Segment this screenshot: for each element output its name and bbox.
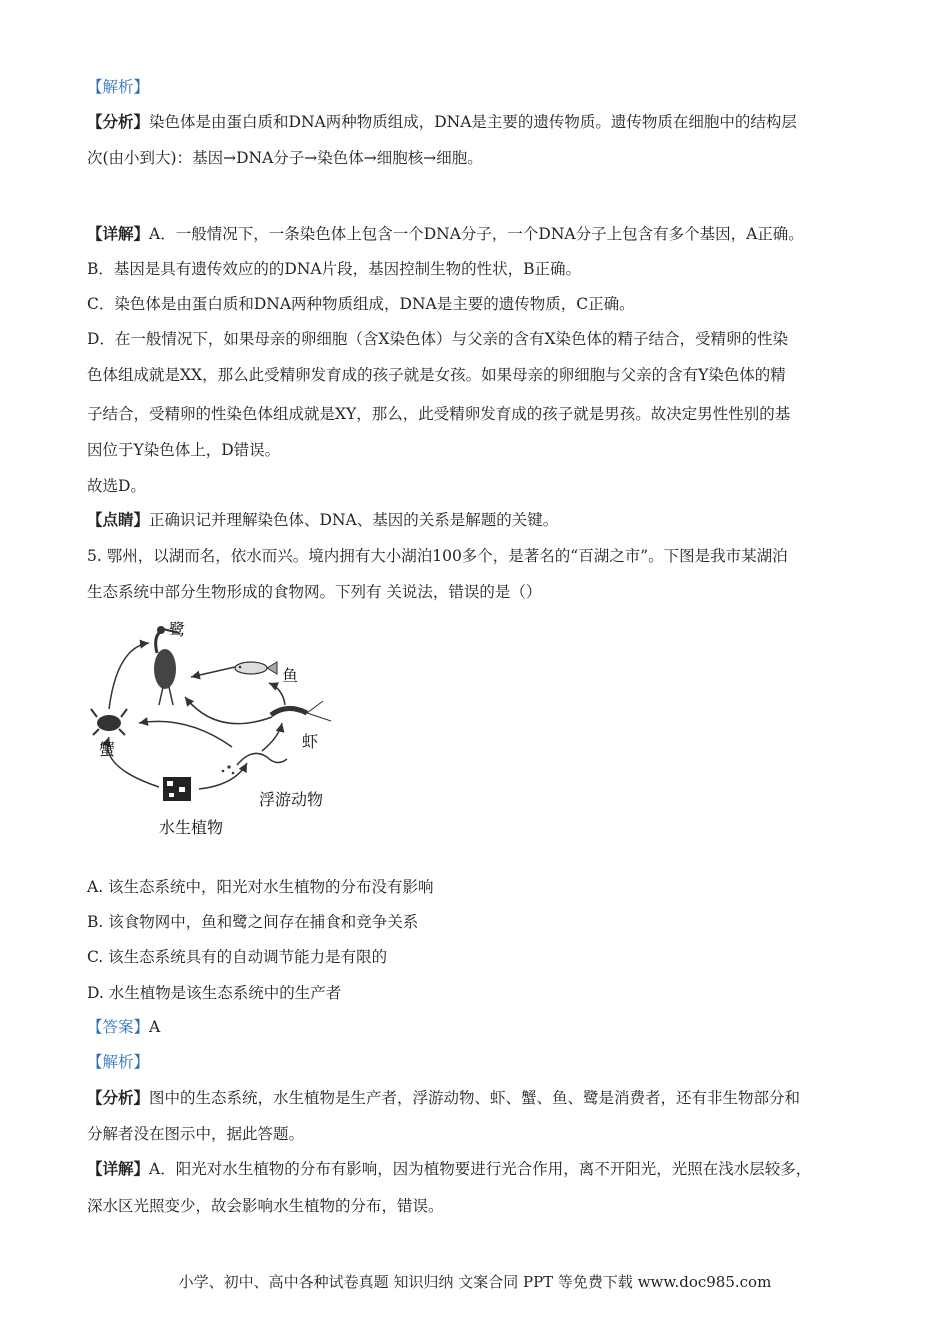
label-heron: 鹭 — [169, 620, 186, 639]
xiangjie-paragraph-2 — [87, 1159, 811, 1179]
explanation-d-line-4: 因位于Y染色体上，D错误。 — [87, 441, 281, 459]
xiangjie-text-2: A．阳光对水生植物的分布有影响，因为植物要进行光合作用，离不开阳光，光照在浅水层较多， — [149, 1160, 812, 1178]
page-footer: 小学、初中、高中各种试卷真题 知识归纳 文案合同 PPT 等免费下载 www.doc985.com — [178, 1273, 772, 1291]
label-aquatic-plant: 水生植物 — [159, 818, 224, 837]
fenxi-text-2: 图中的生态系统，水生植物是生产者，浮游动物、虾、蟹、鱼、鹭是消费者，还有非生物部分和 — [149, 1089, 801, 1107]
option-d: D. 水生植物是该生态系统中的生产者 — [87, 984, 342, 1002]
question5-stem-line-2: 生态系统中部分生物形成的食物网。下列有 关说法，错误的是（） — [87, 583, 542, 601]
option-b: B. 该食物网中，鱼和鹭之间存在捕食和竞争关系 — [87, 913, 419, 931]
choice-conclusion: 故选D。 — [87, 477, 146, 495]
explanation-d-line-2: 色体组成就是XX，那么此受精卵发育成的孩子就是女孩。如果母亲的卵细胞与父亲的含有Y染色体的精 — [87, 366, 786, 384]
xiangjie-a: A．一般情况下，一条染色体上包含一个DNA分子，一个DNA分子上包含有多个基因，A正确。 — [149, 225, 804, 243]
xiangjie-paragraph-1 — [87, 224, 804, 244]
crab-icon — [91, 709, 127, 735]
option-c: C. 该生态系统具有的自动调节能力是有限的 — [87, 948, 388, 966]
option-a: A. 该生态系统中，阳光对水生植物的分布没有影响 — [87, 878, 434, 896]
fenxi-2-line-2: 分解者没在图示中，据此答题。 — [87, 1125, 305, 1143]
arrow-plant-to-crab — [108, 737, 159, 787]
arrow-crab-to-heron — [109, 643, 149, 709]
explanation-c: C．染色体是由蛋白质和DNA两种物质组成，DNA是主要的遗传物质，C正确。 — [87, 295, 635, 313]
fenxi-tag: 【分析】 — [87, 112, 150, 131]
daan-tag: 【答案】 — [87, 1018, 150, 1036]
arrow-shrimp-to-fish — [269, 683, 285, 705]
label-plankton: 浮游动物 — [259, 790, 324, 809]
question5-stem-line-1: 5. 鄂州，以湖而名，依水而兴。境内拥有大小湖泊100多个，是著名的“百湖之市”。下图是我市某湖泊 — [87, 547, 788, 565]
arrow-shrimp-to-heron — [185, 697, 272, 724]
xiangjie-2-line-2: 深水区光照变少，故会影响水生植物的分布，错误。 — [87, 1197, 444, 1215]
arrow-plankton-to-shrimp — [262, 723, 282, 751]
dianjing-tag: 【点睛】 — [87, 510, 150, 529]
arrow-plant-to-plankton — [199, 763, 247, 789]
aquatic-plant-icon — [163, 777, 191, 801]
food-web-figure — [87, 617, 347, 842]
answer-value: A — [149, 1018, 161, 1036]
fenxi-line-2: 次(由小到大)：基因→DNA分子→染色体→细胞核→细胞。 — [87, 149, 483, 167]
dianjing-paragraph — [87, 510, 558, 530]
explanation-b: B．基因是具有遗传效应的的DNA片段，基因控制生物的性状，B正确。 — [87, 260, 581, 278]
shrimp-icon — [271, 701, 331, 721]
dianjing-text: 正确识记并理解染色体、DNA、基因的关系是解题的关键。 — [149, 511, 559, 529]
explanation-d-line-1: D．在一般情况下，如果母亲的卵细胞（含X染色体）与父亲的含有X染色体的精子结合，受精卵的性染 — [87, 330, 788, 348]
explanation-d-line-3: 子结合，受精卵的性染色体组成就是XY，那么，此受精卵发育成的孩子就是男孩。故决定男性性别的基 — [87, 405, 791, 423]
jiexi-heading-1: 【解析】 — [87, 78, 150, 96]
label-crab: 蟹 — [99, 740, 116, 759]
answer-line — [87, 1017, 160, 1037]
arrow-fish-to-heron — [191, 667, 235, 677]
jiexi-heading-2: 【解析】 — [87, 1053, 150, 1071]
xiangjie-tag: 【详解】 — [87, 224, 150, 243]
xiangjie-tag-2: 【详解】 — [87, 1159, 150, 1178]
fenxi-tag-2: 【分析】 — [87, 1088, 150, 1107]
fish-icon — [235, 662, 277, 674]
fenxi-text: 染色体是由蛋白质和DNA两种物质组成，DNA是主要的遗传物质。遗传物质在细胞中的结构层 — [149, 113, 797, 131]
fenxi-paragraph-1 — [87, 112, 797, 132]
arrow-plankton-to-crab — [139, 721, 232, 747]
label-fish: 鱼 — [282, 666, 299, 685]
fenxi-paragraph-2 — [87, 1088, 800, 1108]
label-shrimp: 虾 — [302, 732, 319, 751]
plankton-icon — [222, 753, 287, 774]
